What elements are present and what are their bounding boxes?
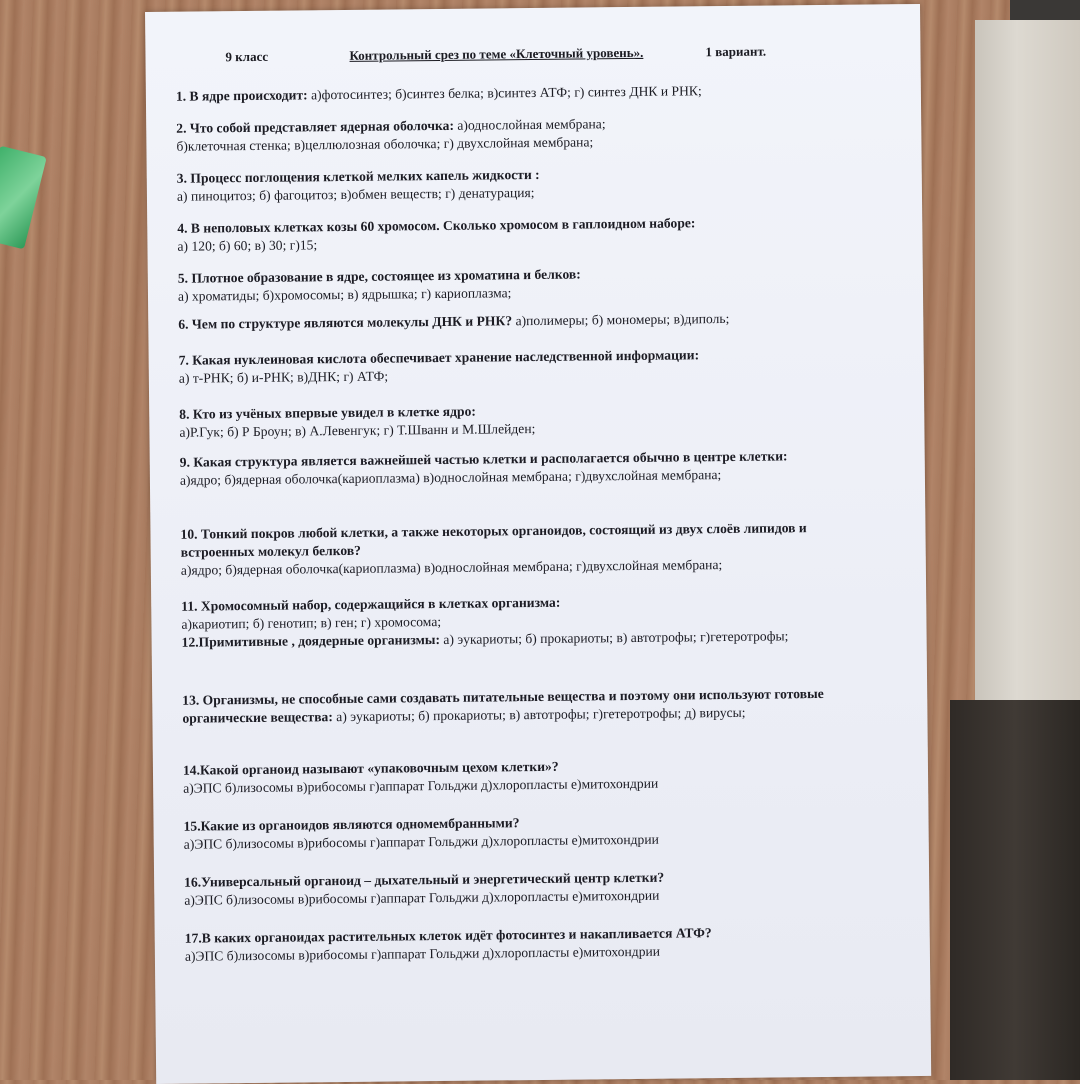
question-prompt: 15.Какие из органоидов являются одномембранными?	[183, 815, 520, 834]
question-prompt: 5. Плотное образование в ядре, состоящее из хроматина и белков:	[177, 266, 581, 286]
question-prompt: 4. В неполовых клетках козы 60 хромосом. Сколько хромосом в гаплоидном наборе:	[177, 215, 696, 236]
question-options: а)Р.Гук; б) Р Броун; в) А.Левенгук; г) Т.Шванн и М.Шлейден;	[179, 420, 536, 440]
question-prompt: 1. В ядре происходит:	[175, 87, 308, 104]
question-options: а)ядро; б)ядерная оболочка(кариоплазма) в)однослойная мембрана; г)двухслойная мембрана;	[179, 467, 722, 488]
question-prompt: 12.Примитивные , доядерные организмы:	[181, 632, 441, 650]
question-16	[184, 866, 874, 909]
question-options: а) хроматиды; б)хромосомы; в) ядрышка; г) кариоплазма;	[177, 285, 512, 304]
question-options: а) 120; б) 60; в) 30; г)15;	[177, 237, 318, 254]
question-options: а) пиноцитоз; б) фагоцитоз; в)обмен веществ; г) денатурация;	[176, 184, 535, 204]
question-prompt: 11. Хромосомный набор, содержащийся в клетках организма:	[181, 594, 561, 614]
question-options: а)полимеры; б) мономеры; в)диполь;	[515, 310, 730, 329]
question-options: а)ЭПС б)лизосомы в)рибосомы г)аппарат Гольджи д)хлоропласты е)митохондрии	[184, 887, 660, 908]
question-13	[182, 684, 872, 727]
question-prompt: 3. Процесс поглощения клеткой мелких капель жидкости :	[176, 166, 540, 186]
test-sheet	[145, 4, 931, 1084]
question-5	[178, 263, 868, 306]
question-prompt: 16.Универсальный органоид – дыхательный и энергетический центр клетки?	[184, 869, 665, 890]
question-17	[185, 922, 875, 965]
question-options: а)ЭПС б)лизосомы в)рибосомы г)аппарат Гольджи д)хлоропласты е)митохондрии	[184, 943, 661, 964]
question-7	[179, 344, 869, 387]
question-10	[180, 518, 871, 579]
question-options: а)однослойная мембрана;	[457, 116, 606, 133]
question-options: а)кариотип; б) генотип; в) ген; г) хромосома;	[181, 613, 442, 632]
question-options: а)ЭПС б)лизосомы в)рибосомы г)аппарат Гольджи д)хлоропласты е)митохондрии	[183, 775, 659, 796]
question-9	[180, 446, 870, 489]
grade-label: 9 класс	[225, 48, 269, 65]
question-15	[183, 810, 873, 853]
test-title: Контрольный срез по теме «Клеточный уровень».	[349, 44, 644, 63]
question-3	[177, 163, 867, 206]
table-edge-dark	[950, 700, 1080, 1080]
background-object	[1010, 0, 1080, 22]
question-1	[176, 81, 866, 106]
question-prompt: 17.В каких органоидах растительных клеток идёт фотосинтез и накапливается АТФ?	[184, 925, 712, 946]
question-prompt: 14.Какой органоид называют «упаковочным цехом клетки»?	[182, 758, 559, 778]
question-prompt: 6. Чем по структуре являются молекулы ДНК и РНК?	[178, 313, 513, 332]
question-14	[183, 754, 873, 797]
variant-label: 1 вариант.	[705, 43, 767, 60]
question-prompt: 8. Кто из учёных впервые увидел в клетке ядро:	[179, 403, 476, 422]
question-options: а) т-РНК; б) и-РНК; в)ДНК; г) АТФ;	[178, 368, 389, 386]
question-options: а)ЭПС б)лизосомы в)рибосомы г)аппарат Гольджи д)хлоропласты е)митохондрии	[183, 831, 659, 852]
table-edge-light	[975, 20, 1080, 710]
question-options: а) эукариоты; б) прокариоты; в) автотрофы; г)гетеротрофы;	[443, 628, 789, 647]
sheet-header	[225, 43, 865, 70]
question-8	[179, 398, 869, 441]
question-options: а) эукариоты; б) прокариоты; в) автотрофы; г)гетеротрофы; д) вирусы;	[336, 704, 746, 725]
question-prompt: 7. Какая нуклеиновая кислота обеспечивает хранение наследственной информации:	[178, 347, 700, 368]
question-options: а)фотосинтез; б)синтез белка; в)синтез АТФ; г) синтез ДНК и РНК;	[310, 83, 702, 103]
question-6	[178, 309, 868, 334]
question-4	[177, 213, 867, 256]
green-card-object	[0, 146, 47, 250]
question-prompt: 2. Что собой представляет ядерная оболочка:	[176, 117, 455, 136]
question-prompt: 10. Тонкий покров любой клетки, а также некоторых органоидов, состоящий из двух слоёв липидов и встроенных молекул белков?	[180, 520, 807, 560]
question-prompt: 9. Какая структура является важнейшей частью клетки и располагается обычно в центре клетки:	[179, 448, 788, 470]
question-options: а)ядро; б)ядерная оболочка(кариоплазма) в)однослойная мембрана; г)двухслойная мембрана;	[180, 557, 723, 578]
question-prompt: 13. Организмы, не способные сами создавать питательные вещества и поэтому они используют готовые органические вещества:	[182, 685, 824, 726]
question-2	[176, 113, 866, 156]
question-options: б)клеточная стенка; в)целлюлозная оболочка; г) двухслойная мембрана;	[176, 134, 594, 154]
